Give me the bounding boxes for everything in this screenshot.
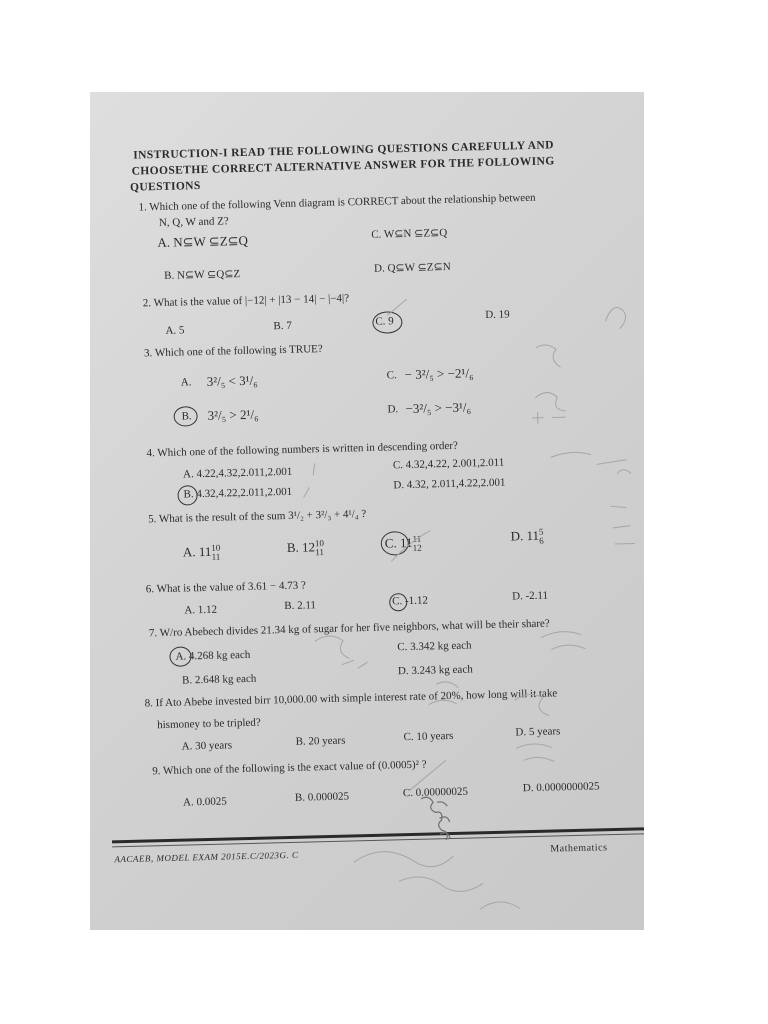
numerator: 5 <box>538 526 544 537</box>
q3-option-a: 3²/₅ < 3¹/₆ <box>206 372 258 389</box>
q3-option-d-label: D. <box>387 403 399 416</box>
exam-content <box>90 92 644 930</box>
q3-option-b: 3²/₅ > 2¹/₆ <box>207 406 259 423</box>
footer-right: Mathematics <box>550 842 608 855</box>
option-whole: 12 <box>301 539 316 555</box>
option-label: A. <box>182 544 196 560</box>
q7-option-d: D. 3.243 kg each <box>397 663 473 678</box>
question-number: 5. <box>147 513 157 526</box>
question-number: 1. <box>138 201 147 214</box>
numerator: 11 <box>412 533 422 544</box>
question-text: Which one of the following Venn diagram is CORRECT about the relationship between <box>149 191 536 214</box>
q2-option-d: D. 19 <box>485 308 510 322</box>
question-text: What is the value of 3.61 − 4.73 ? <box>156 579 306 596</box>
question-text: Which one of the following is the exact value of (0.0005)² ? <box>162 758 427 778</box>
numerator: 10 <box>314 538 325 549</box>
option-label: D. <box>510 528 524 544</box>
denominator: 11 <box>211 551 221 562</box>
pencil-scribbles <box>90 92 644 930</box>
option-whole: 11 <box>526 527 540 544</box>
q8-option-b: B. 20 years <box>295 734 346 748</box>
q2-option-a: A. 5 <box>165 324 185 337</box>
q3-option-c-label: C. <box>386 369 397 382</box>
q7-option-c: C. 3.342 kg each <box>397 639 472 654</box>
q6-option-a: A. 1.12 <box>184 603 218 617</box>
option-whole: 11 <box>399 534 413 551</box>
q7-option-a: A. 4.268 kg each <box>175 648 251 663</box>
q9-option-b: B. 0.000025 <box>294 790 350 804</box>
option-whole: 11 <box>198 543 212 560</box>
q1-option-d: D. Q⊆W ⊆Z⊆N <box>373 260 451 275</box>
numerator: 10 <box>211 542 221 553</box>
q8-option-c: C. 10 years <box>403 729 454 744</box>
q2-option-c: C. 9 <box>375 315 394 328</box>
question-8-text-2: hismoney to be tripled? <box>157 716 261 732</box>
question-number: 8. <box>144 697 154 710</box>
question-number: 9. <box>152 765 161 778</box>
question-number: 4. <box>146 447 155 460</box>
question-expression: 3¹/₂ + 3²/₃ + 4¹/₄ ? <box>287 508 367 522</box>
q2-option-b: B. 7 <box>273 319 292 333</box>
footer-left: AACAEB, MODEL EXAM 2015E.C/2023G. C <box>114 849 299 865</box>
q3-option-c: − 3²/₅ > −2¹/₆ <box>404 365 474 383</box>
instruction-line-3: QUESTIONS <box>129 179 201 194</box>
question-text: Which one of the following is TRUE? <box>154 343 323 360</box>
question-1-text-2: N, Q, W and Z? <box>158 215 229 229</box>
q9-option-a: A. 0.0025 <box>182 795 227 809</box>
q4-option-b: B. 4.32,4.22,2.011,2.001 <box>183 485 293 501</box>
option-label: C. <box>384 535 397 551</box>
question-text: What is the result of the sum <box>158 509 286 526</box>
question-text: What is the value of |−12| + |13 − 14| − |−4|? <box>153 292 350 310</box>
question-text: If Ato Abebe invested birr 10,000.00 with simple interest rate of 20%, how long will it take <box>155 687 558 710</box>
denominator: 6 <box>539 535 544 546</box>
instruction-line-2: CHOOSETHE CORRECT ALTERNATIVE ANSWER FOR THE FOLLOWING <box>131 155 555 178</box>
q4-option-c: C. 4.32,4.22, 2.001,2.011 <box>392 456 505 472</box>
q1-option-b: B. N⊆W ⊆Q⊆Z <box>164 268 241 282</box>
exam-paper-photo <box>90 92 644 930</box>
q4-option-d: D. 4.32, 2.011,4.22,2.001 <box>393 476 506 492</box>
q6-option-d: D. -2.11 <box>511 589 549 603</box>
denominator: 11 <box>315 547 325 558</box>
instruction-line-1: INSTRUCTION-I READ THE FOLLOWING QUESTIONS CAREFULLY AND <box>133 139 555 162</box>
denominator: 12 <box>412 542 422 553</box>
question-number: 6. <box>145 583 155 596</box>
q3-option-b-label: B. <box>181 410 192 423</box>
q3-option-a-label: A. <box>180 376 192 389</box>
question-text: Which one of the following numbers is written in descending order? <box>157 439 458 460</box>
q1-option-c: C. W⊆N ⊆Z⊆Q <box>371 226 448 241</box>
q6-option-b: B. 2.11 <box>284 599 317 613</box>
option-label: B. <box>286 539 299 555</box>
q3-option-d: −3²/₅ > −3¹/₆ <box>405 399 472 417</box>
question-number: 2. <box>142 297 152 310</box>
q8-option-a: A. 30 years <box>181 739 233 753</box>
q1-option-a: A. N⊆W ⊆Z⊆Q <box>157 232 249 251</box>
q4-option-a: A. 4.22,4.32,2.011,2.001 <box>182 465 293 481</box>
q7-option-b: B. 2.648 kg each <box>181 672 257 687</box>
q9-option-d: D. 0.0000000025 <box>522 780 600 795</box>
question-text: W/ro Abebech divides 21.34 kg of sugar for her five neighbors, what will be their share? <box>159 617 550 640</box>
q6-option-c: C. -1.12 <box>392 594 429 608</box>
q9-option-c: C. 0.00000025 <box>402 785 469 800</box>
q8-option-d: D. 5 years <box>515 725 561 739</box>
question-number: 3. <box>143 347 153 360</box>
question-number: 7. <box>148 627 158 640</box>
